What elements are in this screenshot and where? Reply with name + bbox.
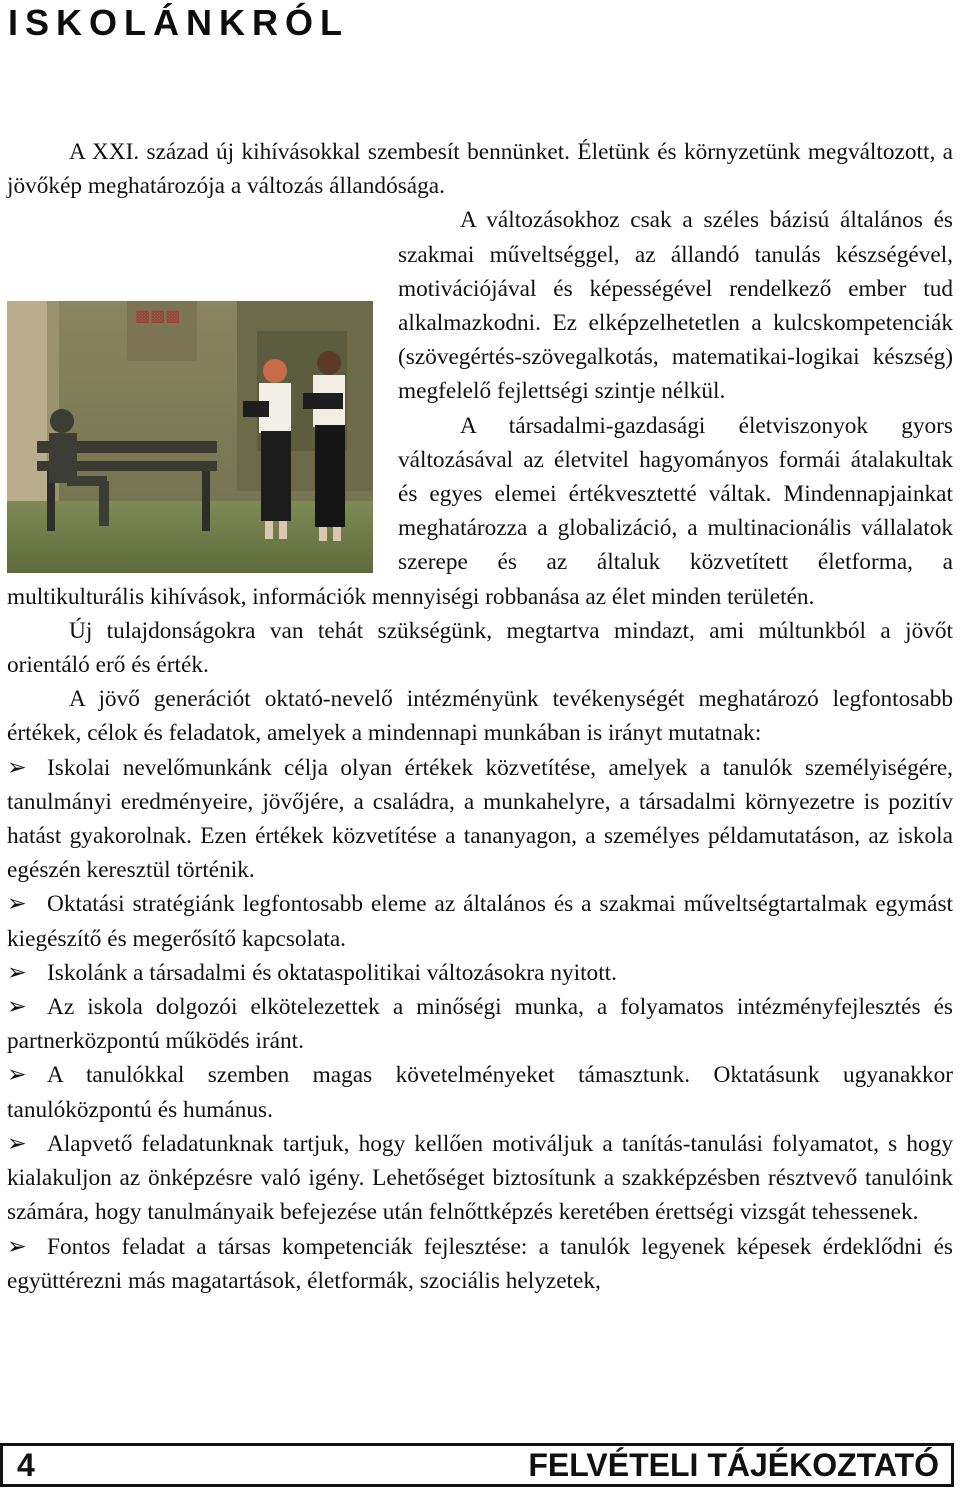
paragraph-intro: A XXI. század új kihívásokkal szembesít bennünket. Életünk és környzetünk megváltozott, a jövőkép meghatározója a változás állandósága. xyxy=(7,139,953,200)
page-footer xyxy=(0,1443,954,1487)
paragraph-new-qualities: Új tulajdonságokra van tehát szükségünk, megtartva mindazt, ami múltunkból a jövőt orientáló erő és érték. xyxy=(7,617,953,679)
page-title: ISKOLÁNKRÓL xyxy=(8,2,349,43)
bullet-item: ➢ Iskolai nevelőmunkánk célja olyan értékek közvetítése, amelyek a tanulók személyiségére, tanulmányi eredményeire, jövőjére, a családra, a munkahelyre, a társadalmi környezetre is pozitív hatást gyakorolnak. Ezen értékek közvetítése a tananyagon, a személyes példamutatáson, az iskola egészén keresztül történik. xyxy=(7,751,953,888)
arrow-bullet-icon: ➢ xyxy=(7,1233,27,1260)
bullet-item: ➢ Alapvető feladatunknak tartjuk, hogy kellően motiváljuk a tanítás-tanulási folyamatot, s hogy kialakuljon az önképzésre való igény. Lehetőséget biztosítunk a szakképzésben résztvevő tanulóink számára, hogy tanulmányaik befejezése után felnőttképzés keretében érettségi vizsgát tehessenek. xyxy=(7,1127,953,1230)
paragraph-adaptation: A változásokhoz csak a széles bázisú általános és szakmai műveltséggel, az állandó tanulás készségével, motivációjával és képességével rendelkező ember tud alkalmazkodni. Ez elképzelhetetlen a kulcskompetenciák (szövegértés-szövegalkotás, matematikai-logikai készség) megfelelő fejlettségi szintje nélkül. xyxy=(398,207,953,405)
bullet-item: ➢ Iskolánk a társadalmi és oktataspolitikai változásokra nyitott. xyxy=(7,956,953,990)
arrow-bullet-icon: ➢ xyxy=(7,1062,27,1089)
arrow-bullet-icon: ➢ xyxy=(7,959,27,986)
bullet-item: ➢ Oktatási stratégiánk legfontosabb eleme az általános és a szakmai műveltségtartalmak egymást kiegészítő és megerősítő kapcsolata. xyxy=(7,887,953,955)
body-text xyxy=(7,135,953,1298)
svg-text:▩▩▩: ▩▩▩ xyxy=(135,308,181,326)
photo-illustration xyxy=(7,301,373,573)
bullet-item: ➢ Az iskola dolgozói elkötelezettek a minőségi munka, a folyamatos intézményfejlesztés és partnerközpontú működés iránt. xyxy=(7,990,953,1058)
paragraph-values-intro: A jövő generációt oktató-nevelő intézményünk tevékenységét meghatározó legfontosabb értékek, célok és feladatok, amelyek a mindennapi munkában is irányt mutatnak: xyxy=(7,686,953,747)
page-number: 4 xyxy=(17,1446,35,1483)
arrow-bullet-icon: ➢ xyxy=(7,1130,27,1157)
bullet-item: ➢ A tanulókkal szemben magas követelményeket támasztunk. Oktatásunk ugyanakkor tanulóközpontú és humánus. xyxy=(7,1058,953,1126)
arrow-bullet-icon: ➢ xyxy=(7,994,27,1021)
photo-singers-with-statue xyxy=(7,301,373,573)
arrow-bullet-icon: ➢ xyxy=(7,891,27,918)
footer-spacer xyxy=(0,1438,960,1440)
arrow-bullet-icon: ➢ xyxy=(7,754,27,781)
publication-title: FELVÉTELI TÁJÉKOZTATÓ xyxy=(528,1446,939,1483)
bullet-item: ➢ Fontos feladat a társas kompetenciák fejlesztése: a tanulók legyenek képesek érdeklődni és együttérezni más magatartások, életformák, szociális helyzetek, xyxy=(7,1230,953,1298)
paragraph-socioeconomic: A társadalmi-gazdasági életviszonyok gyors változásával az életvitel hagyományos formái átalakultak és egyes elemei értékvesztetté váltak. Mindennapjainkat meghatározza a globalizáció, a multinacionális vállalatok szerepe és az általuk közvetített életforma, a multikulturális kihívások, információk mennyiségi robbanása az élet minden területén. xyxy=(7,412,953,610)
